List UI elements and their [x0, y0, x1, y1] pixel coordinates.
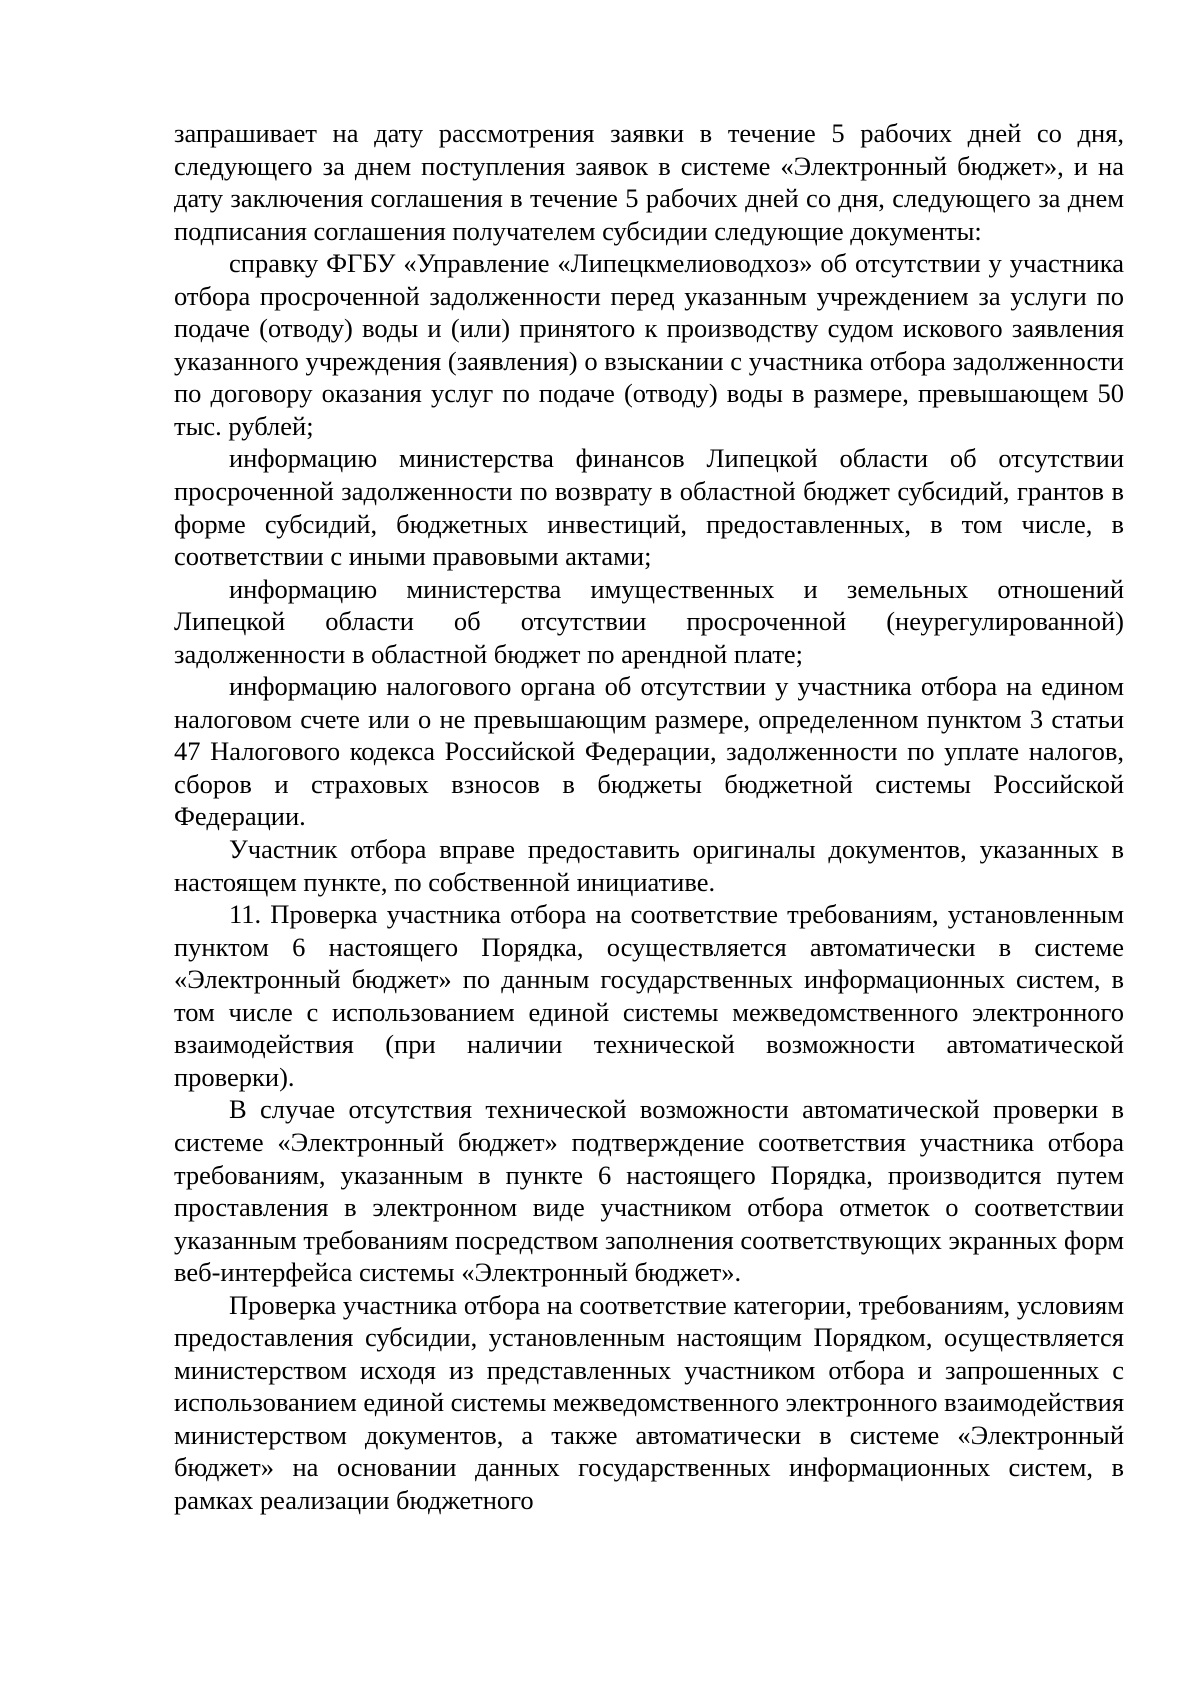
paragraph-9: Проверка участника отбора на соответствие категории, требованиям, условиям предоставления субсидии, установленным настоящим Порядком, осуществляется министерством исходя из представленных участником отбора и запрошенных с использованием единой системы межведомственного электронного взаимодействия министерством документов, а также автоматически в системе «Электронный бюджет» на основании данных государственных информационных систем, в рамках реализации бюджетного: [174, 1289, 1125, 1515]
paragraph-2: справку ФГБУ «Управление «Липецкмелиоводхоз» об отсутствии у участника отбора просроченной задолженности перед указанным учреждением за услуги по подаче (отводу) воды и (или) принятого к производству судом искового заявления указанного учреждения (заявления) о взыскании с участника отбора задолженности по договору оказания услуг по подаче (отводу) воды в размере, превышающем 50 тыс. рублей;: [174, 248, 1124, 441]
paragraph-8: В случае отсутствия технической возможности автоматической проверки в системе «Электронный бюджет» подтверждение соответствия участника отбора требованиям, указанным в пункте 6 настоящего Порядка, производится путем проставления в электронном виде участником отбора отметок о соответствии указанным требованиям посредством заполнения соответствующих экранных форм веб-интерфейса системы «Электронный бюджет».: [174, 1094, 1124, 1288]
document-page: [174, 117, 1124, 1517]
paragraph-1: запрашивает на дату рассмотрения заявки в течение 5 рабочих дней со дня, следующего за днем поступления заявок в системе «Электронный бюджет», и на дату заключения соглашения в течение 5 рабочих дней со дня, следующего за днем подписания соглашения получателем субсидии следующие документы:: [174, 118, 1124, 246]
paragraph-3: информацию министерства финансов Липецкой области об отсутствии просроченной задолженности по возврату в областной бюджет субсидий, грантов в форме субсидий, бюджетных инвестиций, предоставленных, в том числе, в соответствии с иными правовыми актами;: [174, 443, 1124, 572]
paragraph-7: 11. Проверка участника отбора на соответствие требованиям, установленным пунктом 6 настоящего Порядка, осуществляется автоматически в системе «Электронный бюджет» по данным государственных информационных систем, в том числе с использованием единой системы межведомственного электронного взаимодействия (при наличии технической возможности автоматической проверки).: [174, 899, 1124, 1092]
paragraph-6: Участник отбора вправе предоставить оригиналы документов, указанных в настоящем пункте, по собственной инициативе.: [174, 834, 1124, 897]
paragraph-4: информацию министерства имущественных и земельных отношений Липецкой области об отсутствии просроченной (неурегулированной) задолженности в областной бюджет по арендной плате;: [174, 573, 1124, 669]
paragraph-5: информацию налогового органа об отсутствии у участника отбора на едином налоговом счете или о не превышающим размере, определенном пунктом 3 статьи 47 Налогового кодекса Российской Федерации, задолженности по уплате налогов, сборов и страховых взносов в бюджеты бюджетной системы Российской Федерации.: [174, 671, 1124, 832]
